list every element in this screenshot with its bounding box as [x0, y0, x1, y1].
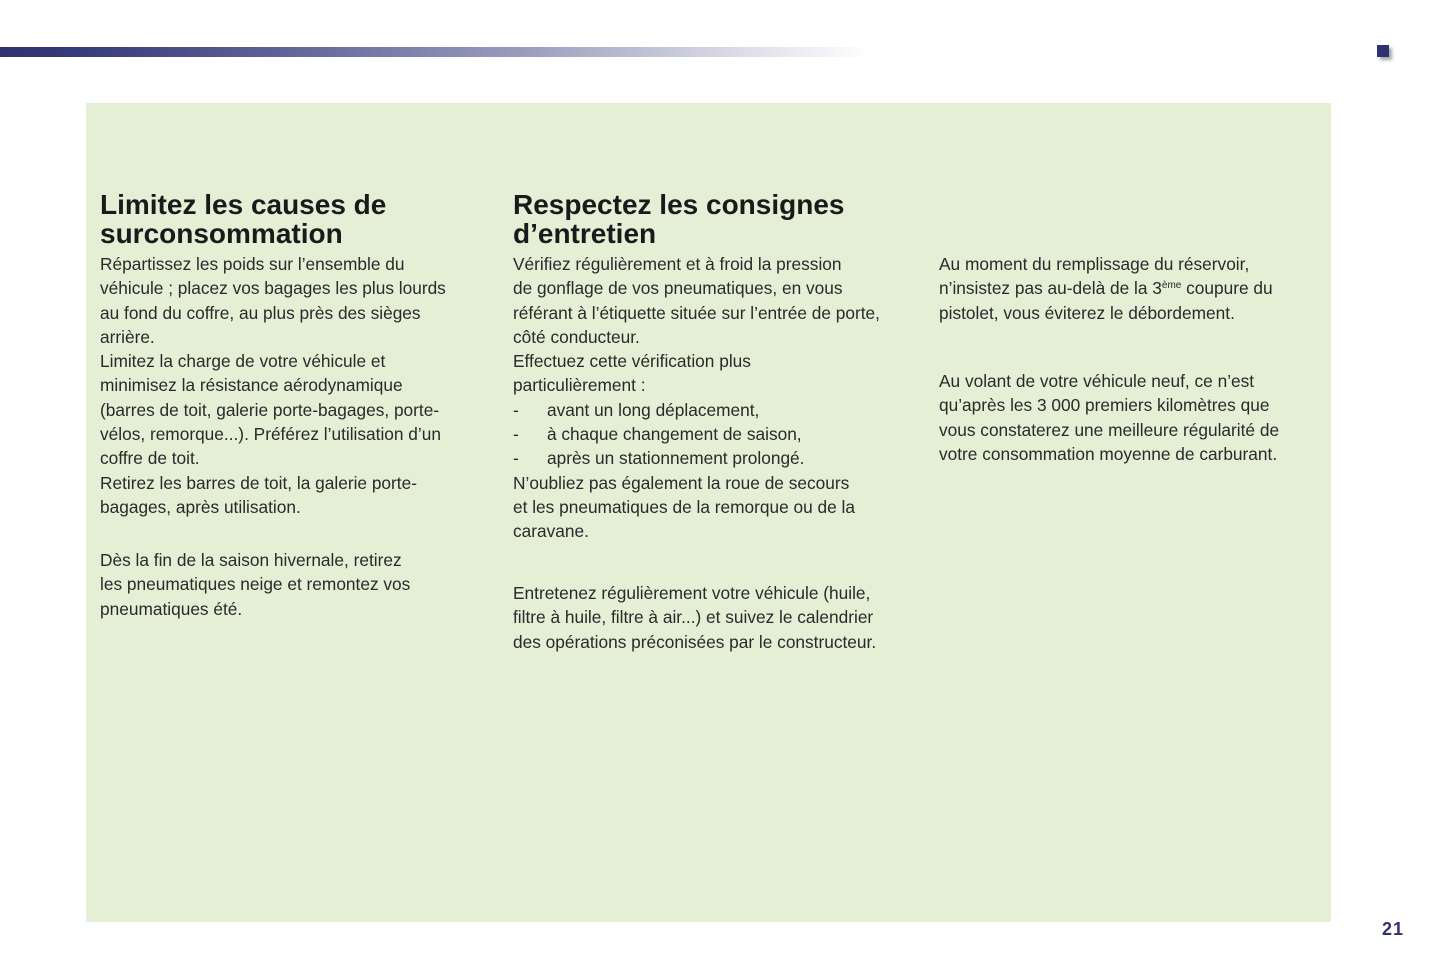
text-line: Répartissez les poids sur l’ensemble du: [100, 254, 405, 274]
text-line: vous constaterez une meilleure régularité de: [939, 419, 1280, 440]
text-line: référant à l’étiquette située sur l’entrée de porte,: [513, 302, 880, 323]
dash-marker: -: [513, 448, 519, 469]
list-item: [513, 422, 913, 446]
text-line: Au volant de votre véhicule neuf, ce n’est: [939, 371, 1255, 391]
text-line: votre consommation moyenne de carburant.: [939, 443, 1278, 464]
title-line: d’entretien: [513, 218, 657, 249]
text-line: particulièrement :: [513, 375, 646, 396]
superscript: ème: [1161, 280, 1182, 292]
paragraph-tyre-pressure: [513, 252, 913, 544]
list-item-text: à chaque changement de saison,: [547, 424, 802, 445]
title-line: Respectez les consignes: [513, 189, 845, 220]
text-line: bagages, après utilisation.: [100, 496, 301, 517]
paragraph-load-distribution: [100, 252, 490, 519]
text-line: Vérifiez régulièrement et à froid la pression: [513, 254, 842, 274]
list-item: [513, 398, 913, 422]
text-line: arrière.: [100, 326, 155, 347]
text-line: pneumatiques été.: [100, 598, 243, 619]
text-line-with-superscript: [939, 276, 1319, 300]
text-line: Effectuez cette vérification plus: [513, 351, 751, 372]
list-item-text: avant un long déplacement,: [547, 399, 760, 420]
text-line: au fond du coffre, au plus près des sièges: [100, 302, 421, 323]
text-segment: n’insistez pas au-delà de la 3: [939, 278, 1162, 299]
paragraph-service-schedule: [513, 581, 913, 654]
text-line: vélos, remorque...). Préférez l’utilisation d’un: [100, 424, 441, 445]
header-gradient-bar: [0, 47, 870, 57]
text-line: côté conducteur.: [513, 326, 640, 347]
text-line: Dès la fin de la saison hivernale, retirez: [100, 550, 402, 570]
text-line: de gonflage de vos pneumatiques, en vous: [513, 278, 843, 299]
dash-marker: -: [513, 424, 519, 445]
text-line: qu’après les 3 000 premiers kilomètres que: [939, 395, 1270, 416]
text-line: Entretenez régulièrement votre véhicule (huile,: [513, 583, 871, 603]
list-item-text: après un stationnement prolongé.: [547, 448, 805, 469]
text-line: filtre à huile, filtre à air...) et suivez le calendrier: [513, 607, 874, 628]
title-line: Limitez les causes de: [100, 189, 387, 220]
text-line: Limitez la charge de votre véhicule et: [100, 351, 386, 372]
text-segment: coupure du: [1181, 278, 1273, 299]
text-line: (barres de toit, galerie porte-bagages, porte-: [100, 399, 440, 420]
text-line: Au moment du remplissage du réservoir,: [939, 254, 1250, 274]
dash-marker: -: [513, 399, 519, 420]
text-line: caravane.: [513, 521, 589, 542]
text-line: minimisez la résistance aérodynamique: [100, 375, 403, 396]
text-line: des opérations préconisées par le constructeur.: [513, 631, 877, 652]
paragraph-winter-tyres: [100, 548, 490, 621]
paragraph-refuelling: [939, 252, 1319, 325]
section-title-overconsumption: [100, 190, 490, 248]
title-line: surconsommation: [100, 218, 343, 249]
section-title-maintenance: [513, 190, 913, 248]
text-line: coffre de toit.: [100, 448, 200, 469]
text-line: N’oubliez pas également la roue de secours: [513, 472, 850, 493]
text-line: et les pneumatiques de la remorque ou de la: [513, 496, 856, 517]
page-number: 21: [1382, 919, 1405, 939]
list-item: [513, 446, 913, 470]
text-line: véhicule ; placez vos bagages les plus lourds: [100, 278, 446, 299]
text-line: les pneumatiques neige et remontez vos: [100, 574, 411, 595]
paragraph-new-vehicle: [939, 369, 1319, 466]
text-line: Retirez les barres de toit, la galerie porte-: [100, 472, 417, 493]
content-panel: [86, 103, 1331, 922]
text-line: pistolet, vous éviterez le débordement.: [939, 302, 1235, 323]
corner-square-icon: [1377, 45, 1389, 57]
